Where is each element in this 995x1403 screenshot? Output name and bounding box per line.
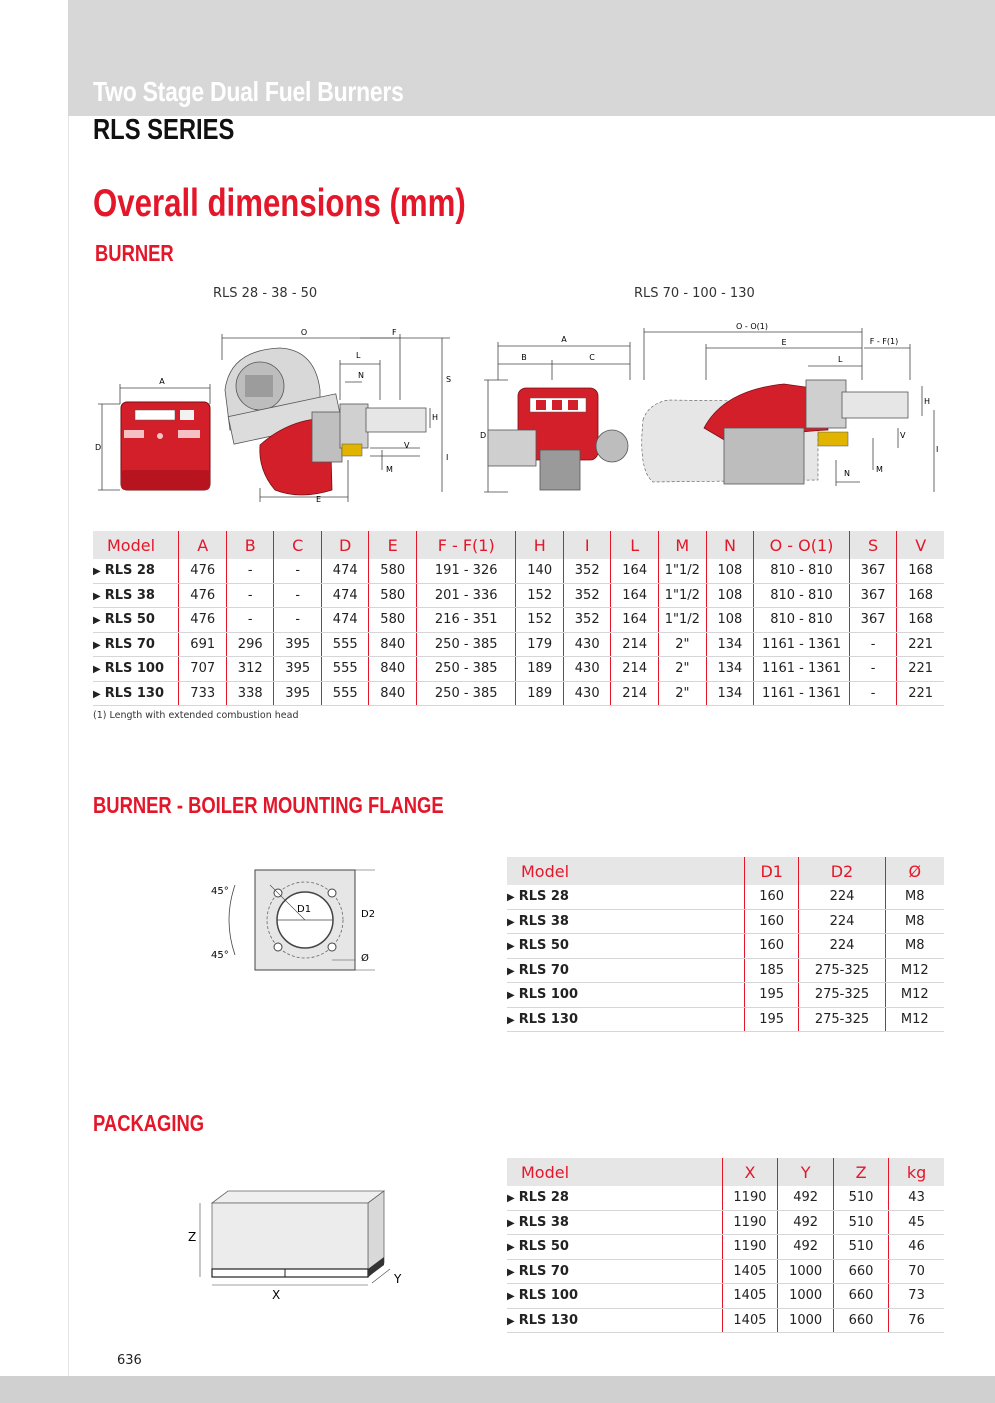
table-cell: - (849, 681, 897, 706)
label-m: M (386, 465, 393, 474)
table-cell: 164 (611, 559, 659, 583)
bullet-arrow-icon: ▶ (507, 990, 515, 1002)
model-cell (507, 934, 744, 959)
label-h: H (924, 397, 931, 406)
table-cell: 275-325 (799, 958, 885, 983)
table-cell: 1190 (722, 1235, 778, 1260)
table-cell: 214 (611, 657, 659, 682)
model-name: RLS 70 (518, 1263, 569, 1279)
model-cell (507, 1186, 722, 1210)
table-cell: 2" (658, 657, 706, 682)
table-cell: 395 (274, 657, 322, 682)
model-cell (507, 1210, 722, 1235)
table-cell: - (274, 608, 322, 633)
table-cell: 510 (833, 1235, 888, 1260)
table-cell: 810 - 810 (754, 559, 850, 583)
table-cell: 134 (706, 657, 754, 682)
col-v: V (897, 531, 944, 559)
col-n: N (706, 531, 754, 559)
table-row (507, 1284, 944, 1309)
label-m: M (876, 465, 883, 474)
table-cell: 275-325 (799, 983, 885, 1008)
table-cell: 168 (897, 583, 944, 608)
model-name: RLS 38 (518, 1214, 569, 1230)
label-d: D (480, 431, 487, 440)
label-a: A (159, 377, 165, 386)
col-x: X (722, 1158, 778, 1186)
table-cell: 73 (889, 1284, 944, 1309)
table-cell: 2" (658, 681, 706, 706)
table-cell: 108 (706, 583, 754, 608)
header-series: RLS SERIES (93, 114, 235, 146)
table-cell: 2" (658, 632, 706, 657)
table-cell: 160 (744, 885, 799, 909)
page-left-rule (68, 116, 69, 1376)
label-e: E (781, 338, 787, 347)
model-name: RLS 28 (518, 889, 569, 905)
table-row (507, 983, 944, 1008)
table-cell: 660 (833, 1284, 888, 1309)
section-title-flange: BURNER - BOILER MOUNTING FLANGE (93, 792, 444, 818)
bullet-arrow-icon: ▶ (507, 1266, 515, 1278)
label-v: V (900, 431, 906, 440)
small-models-caption: RLS 28 - 38 - 50 (213, 286, 318, 301)
table-cell: 555 (321, 681, 369, 706)
col-z: Z (833, 1158, 888, 1186)
bullet-arrow-icon: ▶ (93, 615, 101, 627)
table-cell: 160 (744, 934, 799, 959)
table-cell: 840 (369, 681, 417, 706)
model-name: RLS 100 (518, 1288, 579, 1304)
label-f: F - F(1) (869, 337, 899, 346)
table-cell: 179 (516, 632, 564, 657)
table-cell: 1000 (778, 1259, 834, 1284)
col-d: D (321, 531, 369, 559)
model-name: RLS 130 (518, 1312, 579, 1328)
table-cell: 430 (563, 632, 611, 657)
table-cell: 492 (778, 1235, 834, 1260)
col-o: O - O(1) (754, 531, 850, 559)
table-cell: 367 (849, 608, 897, 633)
table-cell: 1405 (722, 1284, 778, 1309)
table-cell: 660 (833, 1259, 888, 1284)
page-title: Overall dimensions (mm) (93, 182, 466, 225)
burner-dimensions-table (93, 531, 944, 706)
label-i: I (446, 453, 449, 462)
table-cell: 140 (516, 559, 564, 583)
model-cell (93, 583, 179, 608)
table-cell: 476 (179, 608, 227, 633)
label-d: D (95, 443, 102, 452)
packaging-z-label: Z (188, 1230, 197, 1244)
table-row (93, 608, 944, 633)
table-cell: 1"1/2 (658, 583, 706, 608)
model-cell (507, 909, 744, 934)
table-row (507, 885, 944, 909)
bullet-arrow-icon: ▶ (507, 941, 515, 953)
table-cell: 395 (274, 632, 322, 657)
table-cell: - (849, 657, 897, 682)
bullet-arrow-icon: ▶ (507, 892, 515, 904)
table-row (507, 958, 944, 983)
model-cell (93, 681, 179, 706)
model-cell (507, 1235, 722, 1260)
table-cell: 580 (369, 559, 417, 583)
table-cell: 1190 (722, 1186, 778, 1210)
model-cell (507, 885, 744, 909)
flange-angle-top: 45° (211, 886, 229, 897)
table-row (93, 583, 944, 608)
table-cell: 1405 (722, 1259, 778, 1284)
table-cell: 168 (897, 559, 944, 583)
table-cell: 275-325 (799, 1007, 885, 1032)
label-c: C (589, 353, 595, 362)
label-o: O - O(1) (736, 322, 768, 331)
table-row (507, 934, 944, 959)
header-title: Two Stage Dual Fuel Burners (93, 76, 404, 107)
flange-diagram (205, 860, 385, 990)
bullet-arrow-icon: ▶ (507, 1217, 515, 1229)
label-l: L (356, 351, 361, 360)
page-number: 636 (117, 1353, 142, 1368)
table-cell: 152 (516, 608, 564, 633)
table-cell: 555 (321, 657, 369, 682)
bullet-arrow-icon: ▶ (93, 590, 101, 602)
table-cell: 216 - 351 (416, 608, 515, 633)
table-cell: M8 (885, 885, 944, 909)
model-name: RLS 28 (104, 563, 155, 579)
flange-angle-bottom: 45° (211, 950, 229, 961)
table-cell: 195 (744, 983, 799, 1008)
table-cell: 214 (611, 632, 659, 657)
bullet-arrow-icon: ▶ (507, 965, 515, 977)
table-row (507, 1235, 944, 1260)
table-row (93, 657, 944, 682)
model-name: RLS 50 (104, 612, 155, 628)
table-cell: 840 (369, 632, 417, 657)
model-cell (93, 608, 179, 633)
footer-band (0, 1376, 995, 1403)
bullet-arrow-icon: ▶ (507, 916, 515, 928)
table-cell: 224 (799, 909, 885, 934)
table-cell: 189 (516, 657, 564, 682)
table-cell: 1000 (778, 1284, 834, 1309)
table-cell: 352 (563, 608, 611, 633)
label-o: O (300, 328, 308, 337)
table-cell: 430 (563, 681, 611, 706)
table-cell: 221 (897, 681, 944, 706)
table-cell: 810 - 810 (754, 583, 850, 608)
large-burner-diagram (478, 320, 938, 500)
table-cell: 352 (563, 583, 611, 608)
footnote: (1) Length with extended combustion head (93, 710, 299, 721)
bullet-arrow-icon: ▶ (507, 1315, 515, 1327)
table-cell: 555 (321, 632, 369, 657)
model-name: RLS 50 (518, 938, 569, 954)
table-cell: 474 (321, 608, 369, 633)
table-cell: - (226, 608, 274, 633)
table-cell: 70 (889, 1259, 944, 1284)
table-cell: 195 (744, 1007, 799, 1032)
table-cell: M8 (885, 909, 944, 934)
table-cell: 580 (369, 583, 417, 608)
table-cell: 492 (778, 1210, 834, 1235)
packaging-diagram (180, 1185, 420, 1305)
col-hole: Ø (885, 857, 944, 885)
packaging-x-label: X (272, 1288, 281, 1302)
label-a: A (561, 335, 567, 344)
table-cell: 1161 - 1361 (754, 681, 850, 706)
model-name: RLS 50 (518, 1239, 569, 1255)
model-cell (93, 632, 179, 657)
col-model: Model (507, 857, 744, 885)
table-cell: - (226, 559, 274, 583)
section-title-burner: BURNER (95, 240, 174, 266)
table-cell: 430 (563, 657, 611, 682)
packaging-y-label: Y (394, 1272, 402, 1286)
table-cell: 134 (706, 681, 754, 706)
bullet-arrow-icon: ▶ (93, 664, 101, 676)
col-s: S (849, 531, 897, 559)
label-b: B (521, 353, 527, 362)
table-cell: 250 - 385 (416, 681, 515, 706)
table-cell: 164 (611, 583, 659, 608)
table-cell: M12 (885, 1007, 944, 1032)
table-cell: - (274, 559, 322, 583)
flange-table-body (507, 885, 944, 1032)
table-row (507, 909, 944, 934)
table-cell: 1"1/2 (658, 559, 706, 583)
label-f: F (392, 328, 397, 337)
flange-d1-label: D1 (297, 904, 312, 915)
col-model: Model (93, 531, 179, 559)
table-row (507, 1007, 944, 1032)
section-title-packaging: PACKAGING (93, 1110, 205, 1136)
table-cell: 185 (744, 958, 799, 983)
table-cell: 76 (889, 1308, 944, 1333)
col-y: Y (778, 1158, 834, 1186)
table-cell: 660 (833, 1308, 888, 1333)
table-cell: 46 (889, 1235, 944, 1260)
table-cell: - (226, 583, 274, 608)
model-cell (93, 559, 179, 583)
table-cell: 108 (706, 608, 754, 633)
table-cell: 733 (179, 681, 227, 706)
table-cell: 224 (799, 885, 885, 909)
label-n: N (844, 469, 850, 478)
table-cell: 152 (516, 583, 564, 608)
table-cell: 510 (833, 1186, 888, 1210)
col-h: H (516, 531, 564, 559)
table-cell: 707 (179, 657, 227, 682)
table-cell: 45 (889, 1210, 944, 1235)
packaging-table (507, 1158, 944, 1333)
model-cell (507, 958, 744, 983)
label-i: I (936, 445, 939, 454)
table-cell: 214 (611, 681, 659, 706)
table-cell: 352 (563, 559, 611, 583)
model-name: RLS 130 (104, 685, 165, 701)
table-cell: 160 (744, 909, 799, 934)
model-name: RLS 38 (104, 587, 155, 603)
table-cell: M8 (885, 934, 944, 959)
col-e: E (369, 531, 417, 559)
table-cell: 191 - 326 (416, 559, 515, 583)
table-cell: 476 (179, 559, 227, 583)
table-row (93, 681, 944, 706)
table-cell: 367 (849, 583, 897, 608)
table-row (507, 1186, 944, 1210)
table-cell: 1161 - 1361 (754, 632, 850, 657)
table-cell: 367 (849, 559, 897, 583)
table-cell: 474 (321, 559, 369, 583)
table-cell: 43 (889, 1186, 944, 1210)
model-name: RLS 70 (104, 636, 155, 652)
table-cell: 168 (897, 608, 944, 633)
table-cell: 510 (833, 1210, 888, 1235)
table-cell: - (274, 583, 322, 608)
table-row (93, 559, 944, 583)
col-b: B (226, 531, 274, 559)
table-row (507, 1210, 944, 1235)
table-cell: M12 (885, 958, 944, 983)
table-row (507, 1259, 944, 1284)
flange-d2-label: D2 (361, 909, 376, 920)
label-l: L (838, 355, 843, 364)
model-name: RLS 70 (518, 962, 569, 978)
table-cell: 476 (179, 583, 227, 608)
large-models-caption: RLS 70 - 100 - 130 (634, 286, 755, 301)
table-cell: 164 (611, 608, 659, 633)
table-cell: 221 (897, 632, 944, 657)
flange-table (507, 857, 944, 1032)
bullet-arrow-icon: ▶ (507, 1014, 515, 1026)
table-cell: 810 - 810 (754, 608, 850, 633)
packaging-table-body (507, 1186, 944, 1333)
table-cell: M12 (885, 983, 944, 1008)
table-cell: 296 (226, 632, 274, 657)
col-c: C (274, 531, 322, 559)
burner-table-header (93, 531, 944, 559)
bullet-arrow-icon: ▶ (93, 688, 101, 700)
table-row (93, 632, 944, 657)
table-cell: 312 (226, 657, 274, 682)
col-i: I (563, 531, 611, 559)
table-cell: 474 (321, 583, 369, 608)
col-f: F - F(1) (416, 531, 515, 559)
table-cell: 134 (706, 632, 754, 657)
flange-hole-label: Ø (361, 953, 369, 964)
table-cell: 580 (369, 608, 417, 633)
label-e: E (316, 495, 322, 504)
col-a: A (179, 531, 227, 559)
col-l: L (611, 531, 659, 559)
table-cell: 189 (516, 681, 564, 706)
table-cell: 1000 (778, 1308, 834, 1333)
table-cell: 492 (778, 1186, 834, 1210)
table-cell: 338 (226, 681, 274, 706)
burner-table-body (93, 559, 944, 706)
table-cell: 250 - 385 (416, 657, 515, 682)
label-v: V (404, 441, 410, 450)
bullet-arrow-icon: ▶ (507, 1291, 515, 1303)
col-model: Model (507, 1158, 722, 1186)
col-kg: kg (889, 1158, 944, 1186)
table-cell: 1161 - 1361 (754, 657, 850, 682)
col-m: M (658, 531, 706, 559)
table-cell: 108 (706, 559, 754, 583)
bullet-arrow-icon: ▶ (507, 1193, 515, 1205)
table-cell: 1190 (722, 1210, 778, 1235)
model-name: RLS 38 (518, 913, 569, 929)
table-cell: 1"1/2 (658, 608, 706, 633)
flange-table-header (507, 857, 944, 885)
label-n: N (358, 371, 364, 380)
model-name: RLS 100 (104, 661, 165, 677)
model-cell (507, 1284, 722, 1309)
col-d1: D1 (744, 857, 799, 885)
model-cell (93, 657, 179, 682)
model-name: RLS 28 (518, 1190, 569, 1206)
bullet-arrow-icon: ▶ (93, 639, 101, 651)
model-name: RLS 130 (518, 1011, 579, 1027)
bullet-arrow-icon: ▶ (93, 566, 101, 578)
table-cell: 395 (274, 681, 322, 706)
label-h: H (432, 413, 439, 422)
table-cell: 1405 (722, 1308, 778, 1333)
table-cell: 224 (799, 934, 885, 959)
table-row (507, 1308, 944, 1333)
table-cell: 201 - 336 (416, 583, 515, 608)
table-cell: 221 (897, 657, 944, 682)
model-cell (507, 983, 744, 1008)
table-cell: 691 (179, 632, 227, 657)
table-cell: 840 (369, 657, 417, 682)
col-d2: D2 (799, 857, 885, 885)
model-cell (507, 1259, 722, 1284)
model-name: RLS 100 (518, 987, 579, 1003)
table-cell: - (849, 632, 897, 657)
label-s: S (446, 375, 452, 384)
bullet-arrow-icon: ▶ (507, 1242, 515, 1254)
packaging-table-header (507, 1158, 944, 1186)
model-cell (507, 1308, 722, 1333)
model-cell (507, 1007, 744, 1032)
table-cell: 250 - 385 (416, 632, 515, 657)
